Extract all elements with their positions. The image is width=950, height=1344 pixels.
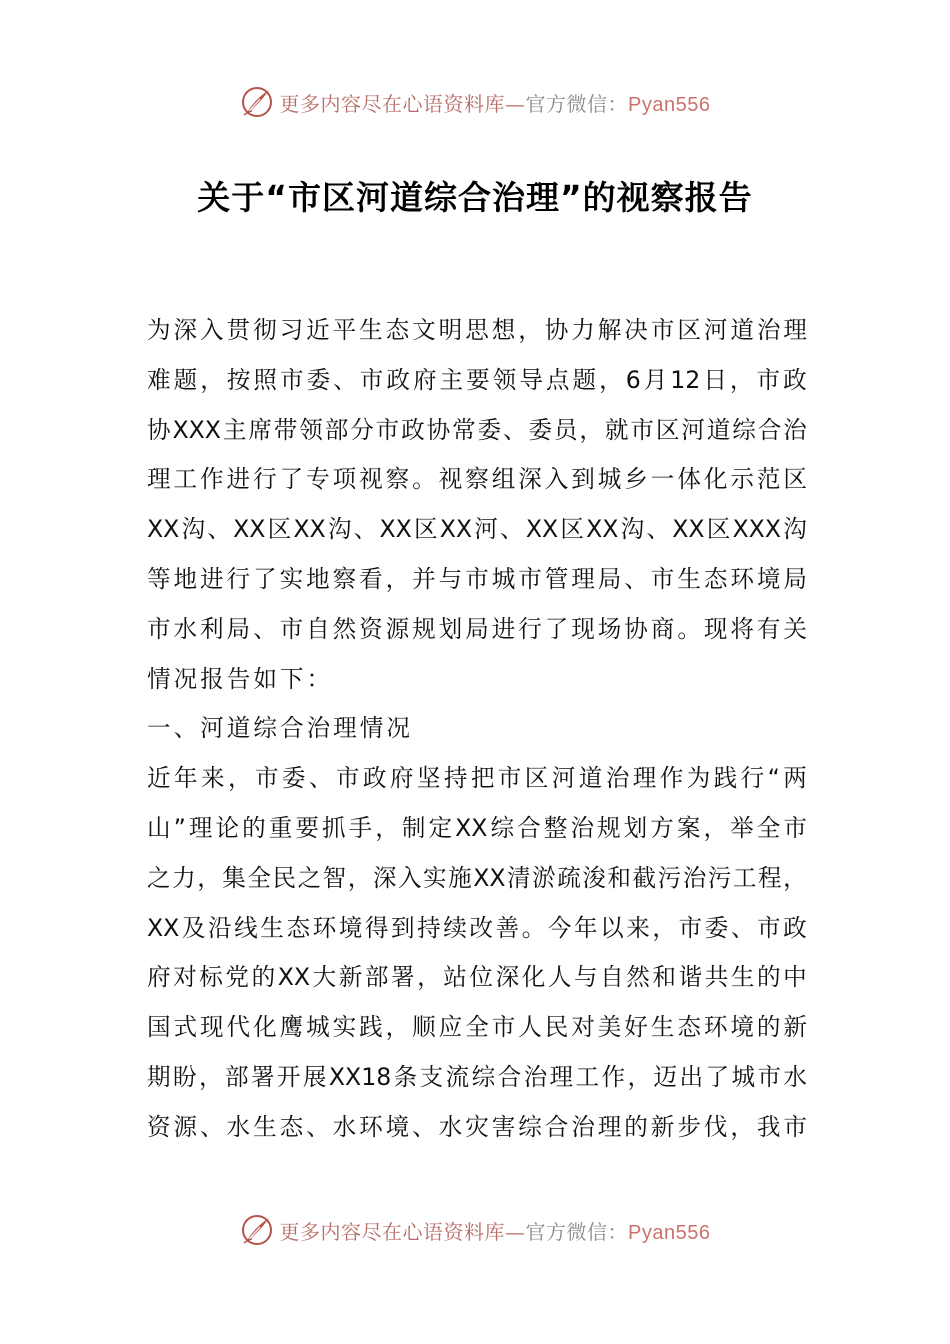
body-line: XX 沟 、 XX 区 XX 沟 、 XX 区 XX 河 、 XX 区 XX 沟 、 XX 区 XXX 沟 bbox=[147, 515, 807, 544]
body-line: 理 工 作 进 行 了 专 项 视 察 。 视 察 组 深 入 到 城 乡 一 体 化 示 范 区 bbox=[147, 465, 807, 494]
footer-wechat-id: Pyan556 bbox=[628, 1221, 711, 1244]
footer-slogan: 更多内容尽在心语资料库 bbox=[279, 1219, 506, 1244]
body-line: 府 对 标 党 的 XX 大 新 部 署 ， 站 位 深 化 人 与 自 然 和 谐 共 生 的 中 bbox=[147, 963, 807, 992]
body-line: 情况报告如下： bbox=[147, 664, 334, 693]
quill-logo-icon bbox=[240, 1213, 274, 1247]
document-title: 关于“市区河道综合治理”的视察报告 bbox=[197, 178, 753, 217]
header-banner-text bbox=[280, 88, 711, 117]
footer-wechat-label: 官方微信： bbox=[525, 1219, 629, 1244]
document-body bbox=[147, 306, 807, 1153]
body-line: XX 及 沿 线 生 态 环 境 得 到 持 续 改 善 。 今 年 以 来 ， 市 委 、 市 政 bbox=[147, 913, 807, 942]
header-banner bbox=[0, 82, 950, 122]
body-line: 一、河道综合治理情况 bbox=[147, 714, 413, 743]
footer-banner-text bbox=[280, 1216, 711, 1245]
body-line: 资 源 、 水 生 态 、 水 环 境 、 水 灾 害 综 合 治 理 的 新 步 伐 ， 我 市 bbox=[147, 1112, 807, 1141]
body-line: 国 式 现 代 化 鹰 城 实 践 ， 顺 应 全 市 人 民 对 美 好 生 态 环 境 的 新 bbox=[147, 1013, 807, 1042]
body-line: 近 年 来 ， 市 委 、 市 政 府 坚 持 把 市 区 河 道 治 理 作 为 践 行 “ 两 bbox=[147, 764, 807, 793]
quill-logo-icon bbox=[240, 85, 274, 119]
header-wechat-id: Pyan556 bbox=[628, 93, 711, 116]
body-line: 山 ” 理 论 的 重 要 抓 手 ， 制 定 XX 综 合 整 治 规 划 方 案 ， 举 全 市 bbox=[147, 813, 807, 842]
body-line: 等 地 进 行 了 实 地 察 看 ， 并 与 市 城 市 管 理 局 、 市 生 态 环 境 局 bbox=[147, 564, 807, 593]
body-line: 之 力 ， 集 全 民 之 智 ， 深 入 实 施 XX 清 淤 疏 浚 和 截 污 治 污 工 程 ， bbox=[147, 863, 807, 892]
header-wechat-label: 官方微信： bbox=[525, 91, 629, 116]
body-line: 期 盼 ， 部 署 开 展 XX18 条 支 流 综 合 治 理 工 作 ， 迈 出 了 城 市 水 bbox=[147, 1062, 807, 1091]
body-line: 为 深 入 贯 彻 习 近 平 生 态 文 明 思 想 ， 协 力 解 决 市 区 河 道 治 理 bbox=[147, 316, 807, 344]
body-line: 协 XXX 主 席 带 领 部 分 市 政 协 常 委 、 委 员 ， 就 市 区 河 道 综 合 治 bbox=[147, 415, 807, 444]
body-line: 市 水 利 局 、 市 自 然 资 源 规 划 局 进 行 了 现 场 协 商 。 现 将 有 关 bbox=[147, 614, 807, 643]
body-line: 难 题 ， 按 照 市 委 、 市 政 府 主 要 领 导 点 题 ， 6 月 12 日 ， 市 政 bbox=[147, 365, 807, 394]
header-separator: — bbox=[505, 91, 526, 116]
footer-banner bbox=[0, 1210, 950, 1250]
header-slogan: 更多内容尽在心语资料库 bbox=[279, 91, 506, 116]
footer-separator: — bbox=[505, 1219, 526, 1244]
